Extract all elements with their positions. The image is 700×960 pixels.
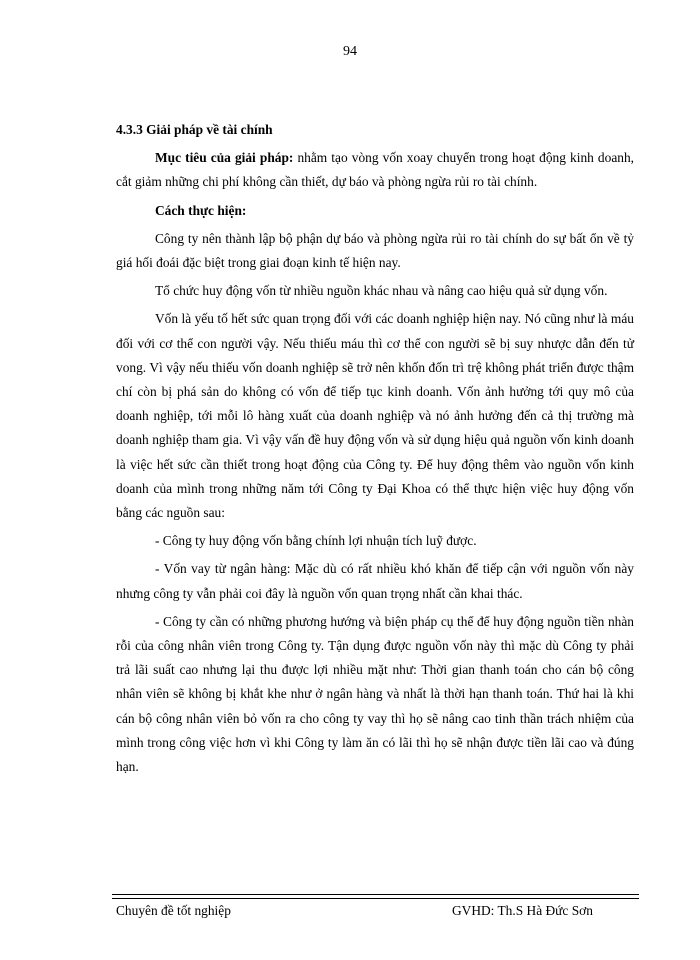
list-item: - Công ty cần có những phương hướng và biện pháp cụ thể để huy động nguồn tiền nhàn rỗi của công nhân viên trong Công ty. Tận dụng được nguồn vốn này thì mặc dù Công ty phải trả lãi suất cao nhưng lại thu được lợi nhiều mặt như: Thời gian thanh toán cho cán bộ công nhân viên sẽ không bị khắt khe như ở ngân hàng và nhất là thời hạn thanh toán. Thứ hai là khi cán bộ công nhân viên bỏ vốn ra cho công ty vay thì họ sẽ nâng cao tinh thần trách nhiệm của mình trong công việc hơn vì khi Công ty làm ăn có lãi thì họ sẽ nhận được tiền lãi cao và đúng hạn. xyxy=(116,613,634,775)
list-item: - Công ty huy động vốn bằng chính lợi nhuận tích luỹ được. xyxy=(155,533,477,549)
document-body xyxy=(116,118,634,779)
method-label: Cách thực hiện: xyxy=(155,202,247,218)
body-paragraph: Công ty nên thành lập bộ phận dự báo và phòng ngừa rủi ro tài chính do sự bất ổn về tỷ giá hối đoái đặc biệt trong giai đoạn kinh tế hiện nay. xyxy=(116,230,634,271)
footer-title: Chuyên đề tốt nghiệp xyxy=(116,903,231,918)
footer-advisor: GVHD: Th.S Hà Đức Sơn xyxy=(452,903,593,918)
section-heading: 4.3.3 Giải pháp về tài chính xyxy=(116,122,273,137)
footer-divider xyxy=(112,894,639,899)
body-paragraph: Tổ chức huy động vốn từ nhiều nguồn khác nhau và nâng cao hiệu quả sử dụng vốn. xyxy=(155,283,608,299)
list-item: - Vốn vay từ ngân hàng: Mặc dù có rất nhiều khó khăn để tiếp cận với nguồn vốn này nhưng công ty vẫn phải coi đây là nguồn vốn quan trọng nhất cần khai thác. xyxy=(116,561,634,601)
page-number: 94 xyxy=(343,44,357,59)
goal-label: Mục tiêu của giải pháp: xyxy=(155,150,294,166)
goal-text: nhằm tạo vòng vốn xoay chuyển trong hoạt động kinh doanh, cắt giảm những chi phí không cần thiết, dự báo và phòng ngừa rủi ro tài chính. xyxy=(116,150,634,190)
body-paragraph: Vốn là yếu tố hết sức quan trọng đối với các doanh nghiệp hiện nay. Nó cũng như là máu đối với cơ thể con người vậy. Nếu thiếu máu thì cơ thể con người sẽ bị suy nhược dẫn đến tử vong. Vì vậy nếu thiếu vốn doanh nghiệp sẽ trở nên khốn đốn trì trệ không phát triển được thậm chí còn bị phá sản do không có vốn để tiếp tục kinh doanh. Vốn ảnh hưởng tới quy mô của doanh nghiệp, tới mỗi lô hàng xuất của doanh nghiệp và nó ảnh hưởng đến cả thị trường mà doanh nghiệp tham gia. Vì vậy vấn đề huy động vốn và sử dụng hiệu quả nguồn vốn kinh doanh là việc hết sức cần thiết trong hoạt động của Công ty. Để huy động thêm vào nguồn vốn kinh doanh của mình trong những năm tới Công ty Đại Khoa có thể thực hiện việc huy động vốn bằng các nguồn sau: xyxy=(116,311,634,521)
goal-paragraph xyxy=(116,146,634,194)
